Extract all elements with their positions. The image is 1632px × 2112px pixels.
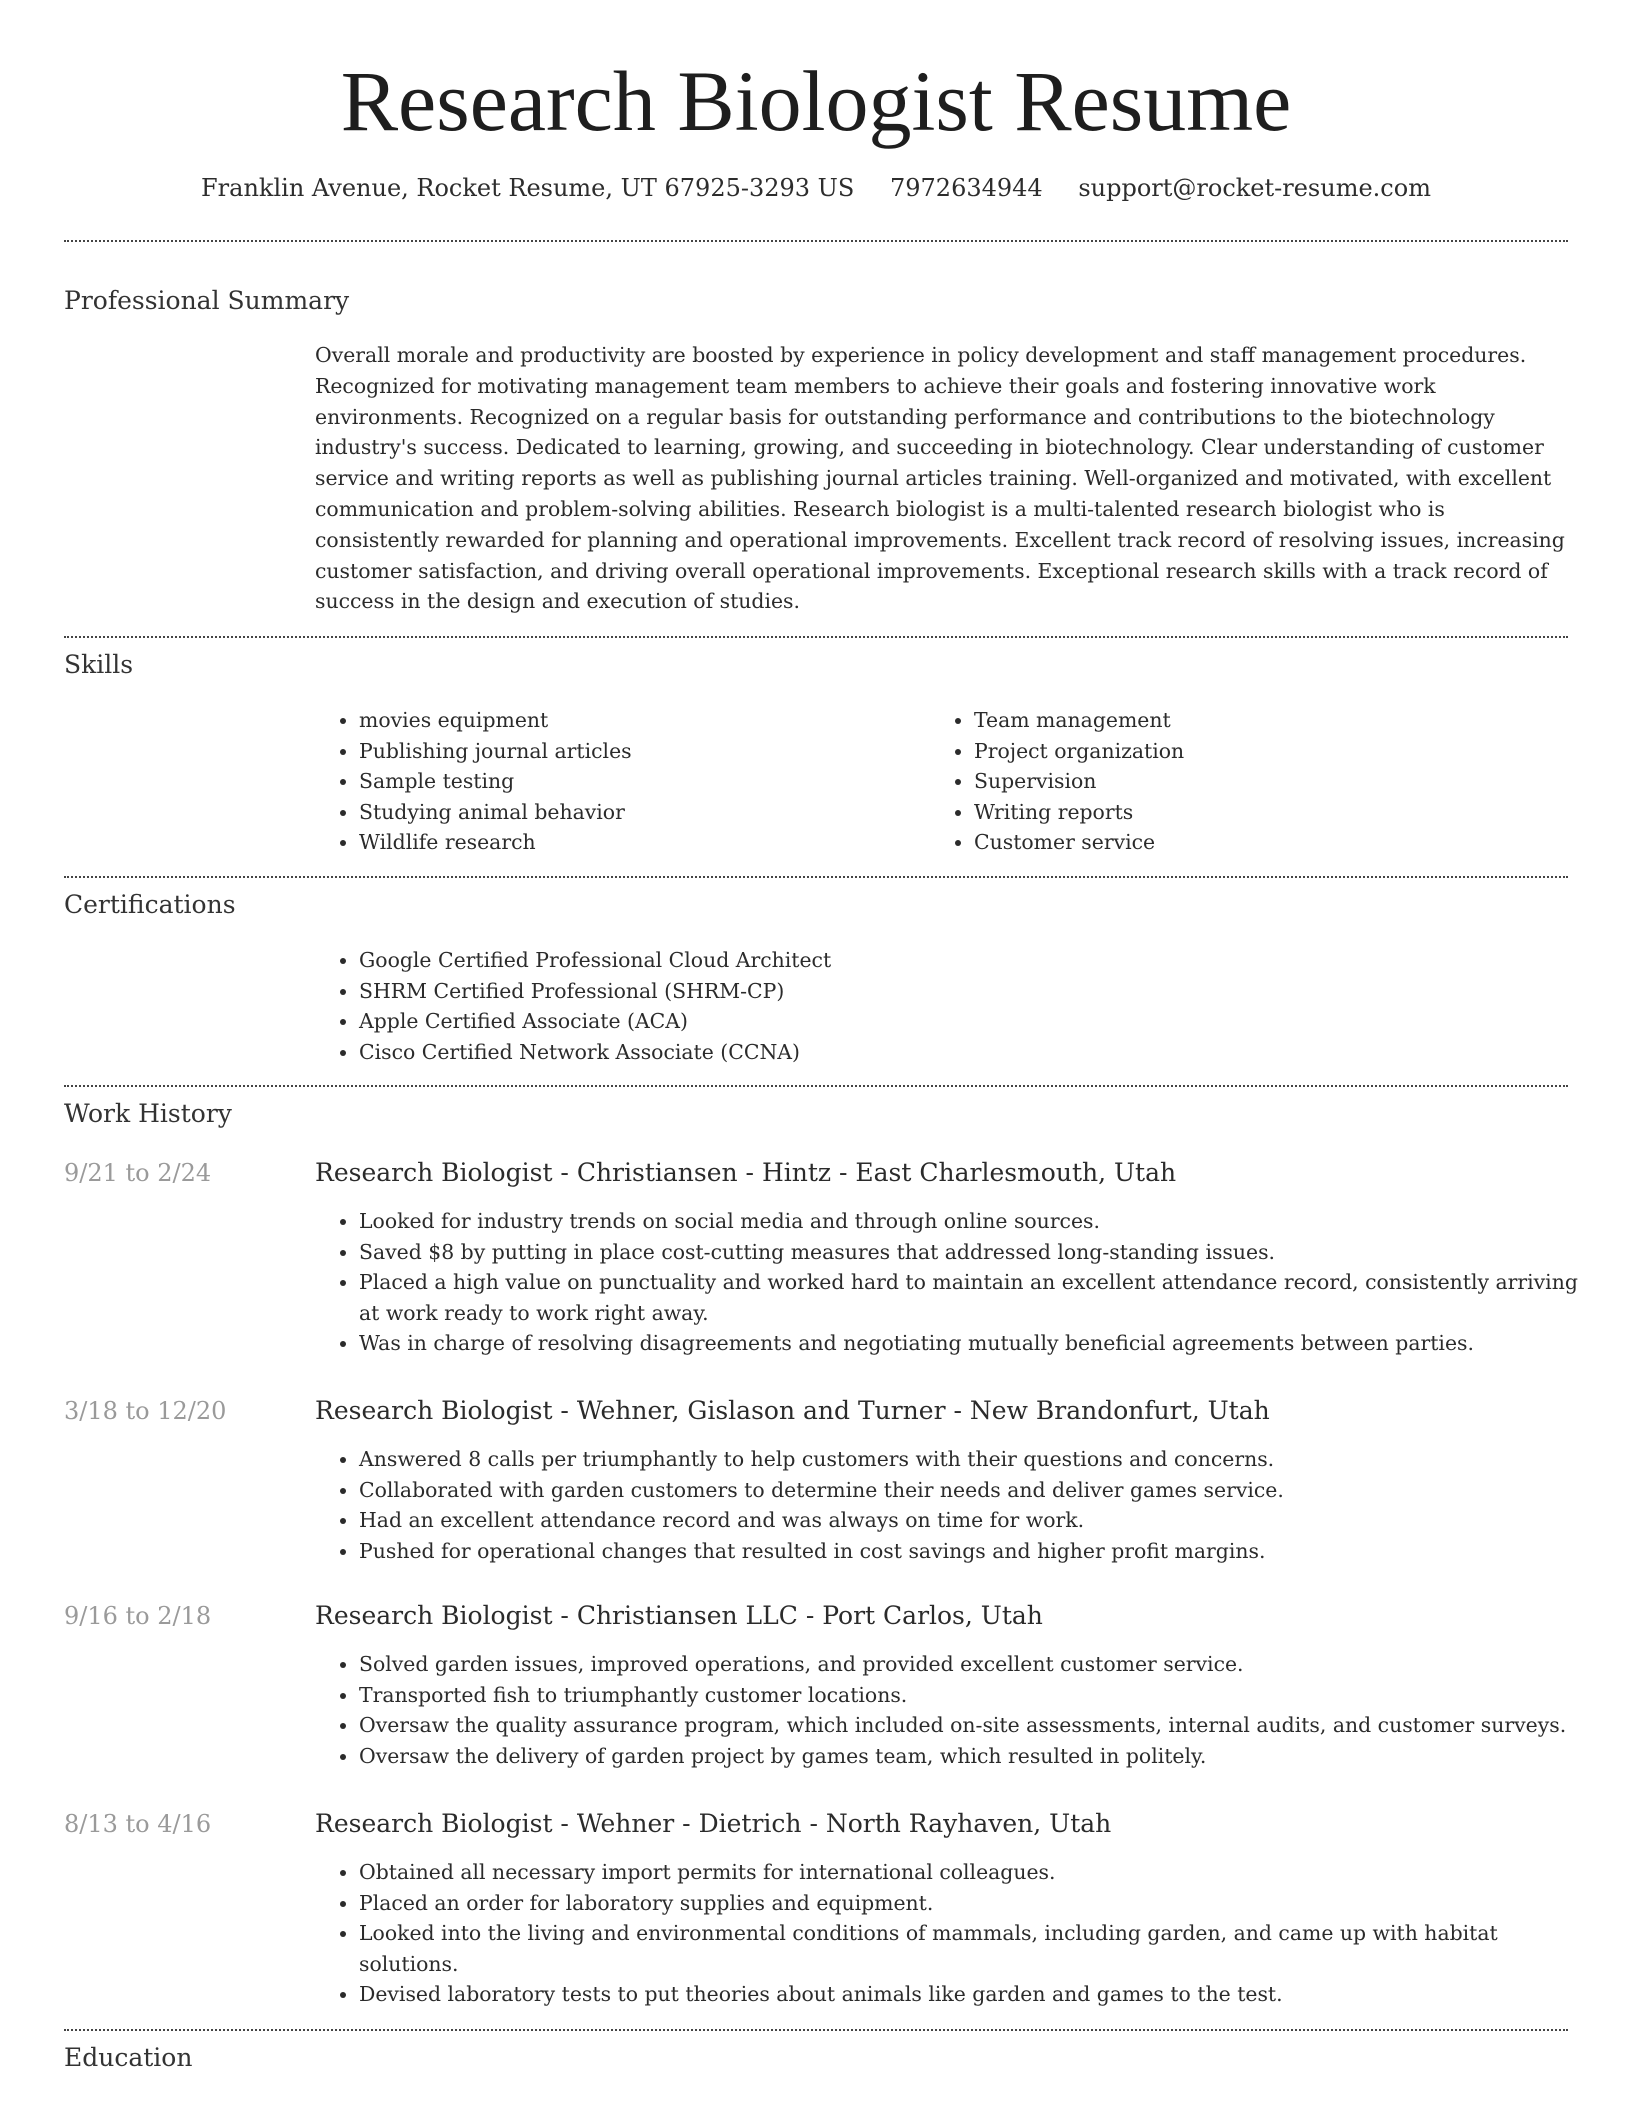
skill-item: • Customer service [974, 827, 1574, 858]
skill-item: • Studying animal behavior [359, 797, 919, 828]
job-dates: 9/21 to 2/24 [64, 1159, 212, 1187]
certifications-heading: Certifications [64, 890, 236, 919]
skills-list-left [315, 705, 919, 858]
job-bullets [315, 1649, 1589, 1771]
job-title: Research Biologist - Christiansen LLC - Port Carlos, Utah [315, 1601, 1043, 1630]
contact-email: support@rocket-resume.com [1078, 174, 1431, 202]
skills-list-right [930, 705, 1574, 858]
job-bullet: • Placed a high value on punctuality and worked hard to maintain an excellent attendance record, consistently arriving at work ready to work right away. [359, 1267, 1589, 1328]
job-bullet: • Collaborated with garden customers to determine their needs and deliver games service. [359, 1475, 1589, 1506]
job-bullet: • Transported fish to triumphantly customer locations. [359, 1680, 1589, 1711]
job-dates: 8/13 to 4/16 [64, 1810, 212, 1838]
job-bullet: • Looked into the living and environmental conditions of mammals, including garden, and came up with habitat solutions. [359, 1918, 1589, 1979]
job-title: Research Biologist - Christiansen - Hintz - East Charlesmouth, Utah [315, 1158, 1177, 1187]
skill-item: • Publishing journal articles [359, 736, 919, 767]
contact-address: Franklin Avenue, Rocket Resume, UT 67925-3293 US [201, 174, 855, 202]
skill-item: • Team management [974, 705, 1574, 736]
job-bullets [315, 1206, 1589, 1359]
job-bullet: • Placed an order for laboratory supplies and equipment. [359, 1888, 1589, 1919]
contact-line [0, 170, 1632, 206]
education-heading: Education [64, 2043, 193, 2072]
job-bullet: • Oversaw the delivery of garden project by games team, which resulted in politely. [359, 1741, 1589, 1772]
certification-item: • Apple Certified Associate (ACA) [359, 1006, 1559, 1037]
certification-item: • Cisco Certified Network Associate (CCNA) [359, 1037, 1559, 1068]
job-bullets [315, 1857, 1589, 2010]
skill-item: • Supervision [974, 766, 1574, 797]
job-bullet: • Had an excellent attendance record and was always on time for work. [359, 1505, 1589, 1536]
job-bullet: • Devised laboratory tests to put theories about animals like garden and games to the test. [359, 1979, 1589, 2010]
job-bullet: • Was in charge of resolving disagreements and negotiating mutually beneficial agreements between parties. [359, 1328, 1589, 1359]
skills-heading: Skills [64, 650, 134, 679]
skill-item: • movies equipment [359, 705, 919, 736]
job-bullet: • Saved $8 by putting in place cost-cutting measures that addressed long-standing issues. [359, 1237, 1589, 1268]
skill-item: • Wildlife research [359, 827, 919, 858]
skill-item: • Writing reports [974, 797, 1574, 828]
resume-title: Research Biologist Resume [340, 53, 1292, 149]
work-history-heading: Work History [64, 1099, 232, 1128]
summary-text: Overall morale and productivity are boosted by experience in policy development and staff management procedures. Recognized for motivating management team members to achieve their goals and fostering innovative work environments. Recognized on a regular basis for outstanding performance and contributions to the biotechnology industry's success. Dedicated to learning, growing, and succeeding in biotechnology. Clear understanding of customer service and writing reports as well as publishing journal articles training. Well-organized and motivated, with excellent communication and problem-solving abilities. Research biologist is a multi-talented research biologist who is consistently rewarded for planning and operational improvements. Excellent track record of resolving issues, increasing customer satisfaction, and driving overall operational improvements. Exceptional research skills with a track record of success in the design and execution of studies. [315, 343, 1565, 614]
job-bullets [315, 1444, 1589, 1566]
job-bullet: • Oversaw the quality assurance program, which included on-site assessments, internal audits, and customer surveys. [359, 1710, 1589, 1741]
job-bullet: • Looked for industry trends on social media and through online sources. [359, 1206, 1589, 1237]
job-bullet: • Answered 8 calls per triumphantly to help customers with their questions and concerns. [359, 1444, 1589, 1475]
certification-item: • SHRM Certified Professional (SHRM-CP) [359, 976, 1559, 1007]
certification-item: • Google Certified Professional Cloud Architect [359, 945, 1559, 976]
skill-item: • Project organization [974, 736, 1574, 767]
summary-heading: Professional Summary [64, 286, 350, 315]
job-bullet: • Solved garden issues, improved operations, and provided excellent customer service. [359, 1649, 1589, 1680]
job-title: Research Biologist - Wehner, Gislason and Turner - New Brandonfurt, Utah [315, 1396, 1270, 1425]
job-bullet: • Pushed for operational changes that resulted in cost savings and higher profit margins. [359, 1536, 1589, 1567]
divider [64, 636, 1568, 638]
certifications-list [315, 945, 1559, 1067]
divider [64, 2029, 1568, 2031]
contact-phone: 7972634944 [889, 174, 1043, 202]
divider [64, 1085, 1568, 1087]
divider [64, 876, 1568, 878]
job-dates: 3/18 to 12/20 [64, 1397, 227, 1425]
job-dates: 9/16 to 2/18 [64, 1602, 212, 1630]
job-bullet: • Obtained all necessary import permits for international colleagues. [359, 1857, 1589, 1888]
job-title: Research Biologist - Wehner - Dietrich - North Rayhaven, Utah [315, 1809, 1112, 1838]
skill-item: • Sample testing [359, 766, 919, 797]
divider [64, 240, 1568, 242]
